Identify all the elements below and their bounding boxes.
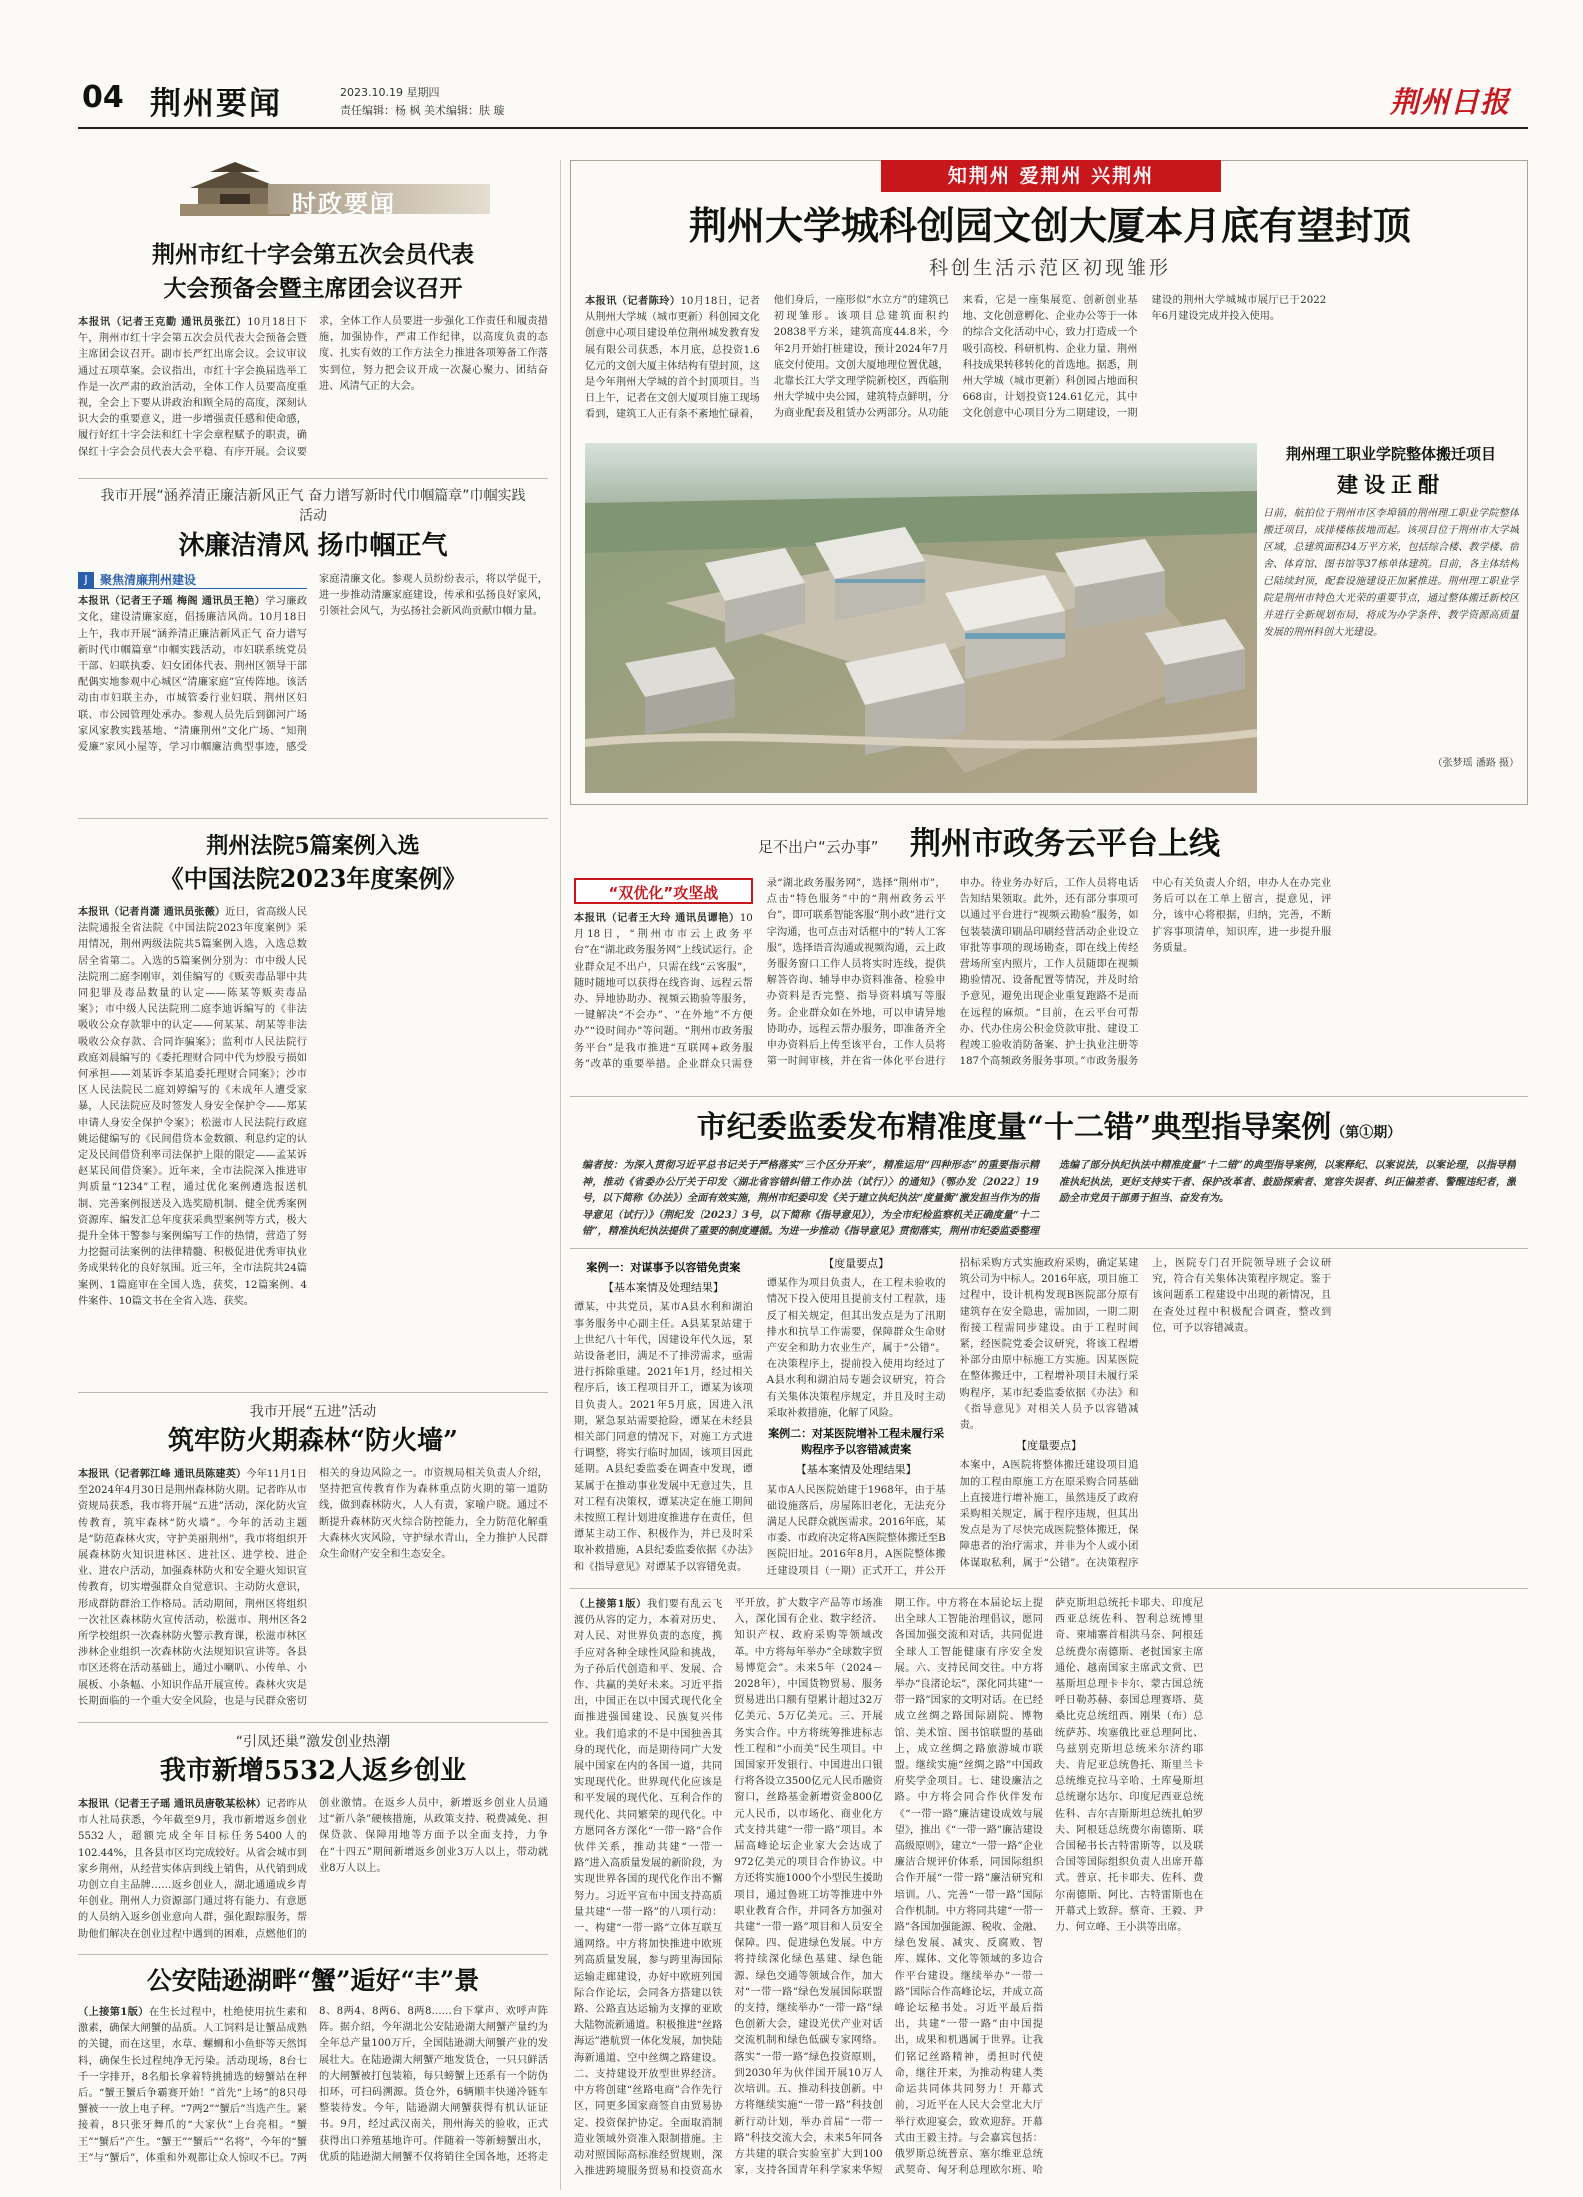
masthead <box>78 80 1528 128</box>
case-columns <box>574 1256 1524 1580</box>
case2-section-facts: 【基本案情及处理结果】 <box>795 1463 917 1477</box>
byline: 本报讯（记者王克勤 通讯员张江） <box>78 316 248 328</box>
masthead-rule <box>78 127 1528 129</box>
editor-credits: 责任编辑：杨 枫 美术编辑：肤 璇 <box>340 104 505 117</box>
case1-points: 谭某作为项目负责人，在工程未验收的情况下投入使用且提前支付工程款，违反了相关规定，但其出发点是为了汛期排水和抗旱工作需要，保障群众生命财产安全和助力农业生产，属于“公错”。在决策程序上，提前投入使用均经过了A县水利和湖泊局专题会议研究，符合有关集体决策程序规定，并且及时主动采取补救措施，化解了风险。 <box>766 1278 946 1419</box>
headline: 荆州市政务云平台上线 <box>910 826 1220 862</box>
case1-section-points: 【度量要点】 <box>823 1257 890 1270</box>
case2-facts: 某市A人民医院始建于1968年，由于基础设施落后，房屋陈旧老化，无法充分满足人民群众就医需求。2016年底，某市委、市政府决定将A医院整体搬迁至B医院旧址。2016年8月，A医院整体搬迁建设项目（一期）正式开工，并公开招标采购方式实施政府采购，确定某建筑公司为中标人。2016年底，项目施工过程中，设计机构发现B医院部分原有建筑存在安全隐患，需加固，一期二期衔接工程需同步建设。由于工程时间紧，经医院党委会议研究，将该工程增补部分由原中标施工方实施。因某医院在整体搬迁中，工程增补项目未履行采购程序，某市纪委监委依据《办法》和《指导意见》对相关人员予以容错减责。 <box>766 1258 1139 1577</box>
body-text: 10月18日下午，荆州市红十字会第五次会员代表大会预备会暨主席团会议召开。副市长严红出席会议。会议审议通过五项草案。会议指出，市红十字会换届选举工作是一次严肃的政治活动，全体工作人员要高度重视，全会上下要从讲政治和顾全局的高度，深刻认识大会的重要意义，进一步增强责任感和使命感，履行好红十字会法和红十字会章程赋予的职责，确保红十字会会员代表大会平稳、有序开展。会议要求，全体工作人员要进一步强化工作责任和履责措施，加强协作，严肃工作纪律，以高度负责的态度、扎实有效的工作方法全力推进各项筹备工作落实到位，努力把会议开成一次凝心聚力、团结奋进、风清气正的大会。 <box>78 316 548 458</box>
body-text: 在生长过程中，杜绝使用抗生素和激素，确保大闸蟹的品质。人工饲料是让蟹品成熟的关键，而在这里，水草、螺蛳和小鱼虾等天然饵料，确保生长过程纯净无污染。活动现场，8台七千一字排开，8名船长拿着特挑捕选的螃蟹站在秤后。“蟹王蟹后争霸赛开始！”首先“上场”的8只母蟹被一一放上电子秤。“7两2”“蟹后”当选产生。紧接着，8只张牙舞爪的“大家伙”上台亮相。“蟹王”“蟹后”产生。“蟹王”“蟹后”“名将”，今年的“蟹王”与“蟹后”，体重和外观都让众人惊叹不已。7两8、8两4、8两6、8两8……台下掌声、欢呼声阵阵。据介绍，今年湖北公安陆逊湖大闸蟹产量约为全年总产量100万斤，全国陆逊湖大闸蟹产业的发展壮大。在陆逊湖大闸蟹产地发货仓，一只只鲜活的大闸蟹被打包装箱，每只螃蟹上还系有一个防伪扣环，可扫码溯源。货仓外，6辆顺丰快递冷链车整装待发。今年，陆逊湖大闸蟹获得有机认证证书。9月，经过武汉南关，荆州海关的验收，正式获得出口养殖基地许可。伴随着一等新螃蟹出水，优质的陆逊湖大闸蟹不仅将销往全国各地，还将走 <box>78 2006 548 2164</box>
column-tag-icon: J <box>78 572 94 588</box>
editor-note: 编者按：为深入贯彻习近平总书记关于严格落实“三个区分开来”，精准运用“四种形态”的重要指示精神，推动《省委办公厅关于印发〈湖北省容错纠错工作办法（试行）〉的通知》（鄂办发〔2022〕19号，以下简称《办法》）全面有效实施，荆州市纪委印发《关于建立执纪执法“度量衡”激发担当作为的指导意见（试行）》（荆纪发〔2023〕3号，以下简称《指导意见》），为全市纪检监察机关正确度量“十二错”，精准执纪执法提供了重要的制度遵循。为进一步推动《指导意见》贯彻落实，荆州市纪委监委整理选编了部分执纪执法中精准度量“十二错”的典型指导案例，以案释纪、以案说法，以案论理，以指导精准执纪执法，更好支持实干者、保护改革者、鼓励探索者、宽容失误者、纠正偏差者、警醒违纪者，激励全市党员干部勇于担当、奋发有为。 <box>582 1160 1516 1237</box>
article-red-cross <box>78 238 548 473</box>
kicker: 我市开展“五进”活动 <box>249 1404 377 1420</box>
headline-row <box>570 1104 1528 1152</box>
article-body <box>585 293 1515 429</box>
article-body <box>78 572 548 772</box>
caption-title: 荆州理工职业学院整体搬迁项目 <box>1285 445 1496 463</box>
photo-credit: （张梦瑶 潘路 摄） <box>1432 758 1519 769</box>
article-belt-road-continued <box>570 1596 1528 2188</box>
divider <box>570 1248 1528 1249</box>
article-body <box>78 314 548 464</box>
article-body <box>78 904 548 1374</box>
case1-title: 案例一：对谋事予以容错免责案 <box>586 1261 741 1274</box>
page-number: 04 <box>82 80 124 115</box>
byline: 本报讯（记者王子瑶 通讯员唐敬某松林） <box>78 1798 267 1810</box>
headline-line2: 《中国法院2023年度案例》 <box>159 864 467 893</box>
subtitle: 科创生活示范区初现雏形 <box>928 257 1171 279</box>
headline: 沐廉洁清风 扬巾帼正气 <box>178 531 448 561</box>
continuation-tag: （上接第1版） <box>574 1598 647 1610</box>
case1-facts: 谭某，中共党员，某市A县水利和湖泊事务服务中心副主任。A县某泵站建于上世纪八十年代，因建设年代久远，泵站设备老旧，满足不了排涝需求，亟需进行拆除重建。2021年1月，经过相关程序后，该工程项目开工，谭某为该项目负责人。2021年5月底，因进入汛期，紧急泵站需要抢险，谭某在未经县相关部门同意的情况下，对施工方式进行调整，将实行临时加固，该项目因此延期。A县纪委监委在调查中发现，谭某属于在推动事业发展中无意过失，且对工程有决策权，谭某决定在施工期间未按照工程计划进度推进存在责任，但谭某主动工作、积极作为，并已及时采取补救措施，A县纪委监委依据《办法》和《指导意见》对谭某予以容错免责。 <box>574 1302 753 1573</box>
article-body <box>574 1596 1524 2186</box>
body-text: 10月18日，“荆州市市云上政务平台”在“湖北政务服务网”上线试运行。企业群众足不出户，只需在线“云客服”，随时随地可以获得在线咨询、远程云帮办、异地协助办、视频云勘验等服务，一键解决“不会办”、“在外地”不方便办”“设时间办”等问题。“荆州市政务服务平台”是我市推进“互联网+政务服务”改革的重要举措。企业群众只需登录“湖北政务服务网”，选择“荆州市”，点击“特色服务”中的“荆州政务云平台”，即可联系智能客服“荆小政”进行文字沟通，也可点击对话框中的“转人工客服”，选择语音沟通或视频沟通，云上政务服务窗口工作人员将实时连线，提供解答咨询、辅导申办资料准备、检验申办资料是否完整、指导资料填写等服务。企业群众如在外地，可以申请异地协助办，远程云帮办服务，即准备齐全申办资料后上传至该平台，工作人员将第一时间审核，并在省一体化平台进行申办。待业务办好后，工作人员将电话告知结果领取。此外，还有部分事项可以通过平台进行“视频云勘验”服务，如包装装潢印刷品印刷经营活动企业设立审批等事项的现场勘查，即在线上传经营场所室内照片，工作人员随即在视频勘验情况、设备配置等情况，并及时给予意见，避免出现企业重复跑路不是而在远程的麻烦。“目前，在云平台可帮办、代办住房公积金贷款审批、建设工程竣工验收消防备案、护士执业注册等187个高频政务服务事项。”市政务服务中心有关负责人介绍，申办人在办完业务后可以在工单上留言，提意见，评分，该中心将根据，归纳，完善，不断扩容事项清单，知识库，进一步提升服务质量。 <box>574 878 1332 1070</box>
headline: 荆州法院5篇案例入选 <box>206 833 420 859</box>
case1-section-facts: 【基本案情及处理结果】 <box>602 1281 724 1295</box>
divider <box>78 1722 548 1723</box>
headline: 市纪委监委发布精准度量“十二错”典型指导案例 <box>696 1110 1332 1145</box>
campaign-tag: “双优化”攻坚战 <box>574 878 753 904</box>
section-banner <box>180 160 490 220</box>
divider <box>78 478 548 479</box>
case2-points: 本案中，A医院将整体搬迁建设项目追加的工程由原施工方在原采购合同基础上直接进行增补施工，虽然违反了政府采购相关规定，属于程序违规，但其出发点是为了尽快完成医院整体搬迁，保障患者的治疗需求，并非为个人或小团体谋取私利，属于“公错”。在决策程序上，医院专门召开院领导班子会议研究，符合有关集体决策程序规定。鉴于该问题系工程建设中出现的新情况，且在查处过程中积极配合调查，整改到位，可予以容错减责。 <box>959 1258 1332 1569</box>
column-tag-label: 聚焦清廉荆州建设 <box>100 573 197 587</box>
headline: 荆州市红十字会第五次会员代表 <box>152 241 474 268</box>
continuation-tag: （上接第1版） <box>78 2006 149 2018</box>
byline: 本报讯（记者王子瑶 梅阁 通讯员王艳） <box>78 595 266 608</box>
case2-title: 案例二：对某医院增补工程未履行采购程序予以容错减责案 <box>768 1427 945 1457</box>
campus-aerial-illustration <box>585 443 1257 793</box>
divider <box>78 1954 548 1955</box>
headline: 我市新增5532人返乡创业 <box>159 1756 467 1786</box>
article-culture-tower <box>570 160 1528 805</box>
article-forest-fire <box>78 1402 548 1722</box>
case2-section-points: 【度量要点】 <box>1015 1439 1082 1453</box>
divider <box>78 818 548 819</box>
photo-caption <box>1263 443 1519 793</box>
banner-title: 时政要闻 <box>292 190 396 218</box>
article-court-cases <box>78 830 548 1390</box>
body-text: 学习廉政文化，建设清廉家庭，倡扬廉洁风尚。10月18日上午，我市开展“涵养清正廉洁新风正气 奋力谱写新时代巾帼篇章”巾帼实践活动，市妇联系统党员干部、妇联执委、妇女团体代表、荆州区领导干部配偶实地参观中心城区“清廉家庭”宣传阵地。该活动由市妇联主办，市城管委行业妇联、荆州区妇联、市公园管理处承办。参观人员先后到御河广场家风家教实践基地、“清廉荆州”文化广场、“知荆爱廉”家风小屋等，学习巾帼廉洁典型事迹，感受家庭清廉文化。参观人员纷纷表示，将以学促干，进一步推动清廉家庭建设，传承和弘扬良好家风，引领社会风气，为弘扬社会新风尚贡献巾帼力量。 <box>78 574 548 754</box>
newspaper-logo: 荆州日报 <box>1389 85 1510 119</box>
headline: 荆州大学城科创园文创大厦本月底有望封顶 <box>688 204 1411 248</box>
article-body <box>78 1466 548 1716</box>
issue-number: （第①期） <box>1331 1125 1402 1141</box>
byline: 本报讯（记者陈玲） <box>585 295 681 307</box>
body-text: 我们要有乱云飞渡仍从容的定力，本着对历史、对人民、对世界负责的态度，携手应对各种全球性风险和挑战，为子孙后代创造和平、发展、合作、共赢的美好未来。习近平指出，中国正在以中国式现代化全面推进强国建设、民族复兴伟业。我们追求的不是中国独善其身的现代化，而是期待同广大发展中国家在内的各国一道，共同实现现代化。世界现代化应该是和平发展的现代化、互利合作的现代化、共同繁荣的现代化。中方愿同各方深化“一带一路”合作伙伴关系，推动共建“一带一路”进入高质量发展的新阶段，为实现世界各国的现代化作出不懈努力。习近平宣布中国支持高质量共建“一带一路”的八项行动：一、构建“一带一路”立体互联互通网络。中方将加快推进中欧班列高质量发展，参与跨里海国际运输走廊建设，办好中欧班列国际合作论坛，会同各方搭建以铁路、公路直达运输为支撑的亚欧大陆物流新通道。积极推进“丝路海运”港航贸一体化发展，加快陆海新通道、空中丝绸之路建设。二、支持建设开放型世界经济。中方将创建“丝路电商”合作先行区，同更多国家商签自由贸易协定、投资保护协定。全面取消制造业领域外资准入限制措施。主动对照国际高标准经贸规则，深入推进跨境服务贸易和投资高水平开放，扩大数字产品等市场准入，深化国有企业、数字经济、知识产权、政府采购等领域改革。中方将每年举办“全球数字贸易博览会”。未来5年（2024－2028年），中国货物贸易、服务贸易进出口额有望累计超过32万亿美元、5万亿美元。三、开展务实合作。中方将统筹推进标志性工程和“小而美”民生项目。中国国家开发银行、中国进出口银行将各设立3500亿元人民币融资窗口，丝路基金新增资金800亿元人民币，以市场化、商业化方式支持共建“一带一路”项目。本届高峰论坛企业家大会达成了972亿美元的项目合作协议。中方还将实施1000个小型民生援助项目，通过鲁班工坊等推进中外职业教育合作，并同各方加强对共建“一带一路”项目和人员安全保障。四、促进绿色发展。中方将持续深化绿色基建、绿色能源、绿色交通等领域合作，加大对“一带一路”绿色发展国际联盟的支持，继续举办“一带一路”绿色创新大会，建设光伏产业对话交流机制和绿色低碳专家网络。落实“一带一路”绿色投资原则，到2030年为伙伴国开展10万人次培训。五、推动科技创新。中方将继续实施“一带一路”科技创新行动计划，举办首届“一带一路”科技交流大会，未来5年同各方共建的联合实验室扩大到100家，支持各国青年科学家来华短期工作。中方将在本届论坛上提出全球人工智能治理倡议，愿同各国加强交流和对话，共同促进全球人工智能健康有序安全发展。六、支持民间交往。中方将举办“良渚论坛”，深化同共建“一带一路”国家的文明对话。在已经成立丝绸之路国际剧院、博物馆、美术馆、图书馆联盟的基础上，成立丝绸之路旅游城市联盟。继续实施“丝绸之路”中国政府奖学金项目。七、建设廉洁之路。中方将会同合作伙伴发布《“一带一路”廉洁建设成效与展望》，推出《“一带一路”廉洁建设高级原则》，建立“一带一路”企业廉洁合规评价体系，同国际组织合作开展“一带一路”廉洁研究和培训。八、完善“一带一路”国际合作机制。中方将同共建“一带一路”各国加强能源、税收、金融、绿色发展、减灾、反腐败、智库、媒体、文化等领域的多边合作平台建设。继续举办“一带一路”国际合作高峰论坛，并成立高峰论坛秘书处。习近平最后指出，共建“一带一路”由中国提出，成果和机遇属于世界。让我们铭记丝路精神，勇担时代使命，继往开来，为推动构建人类命运共同体共同努力！开幕式前，习近平在人民大会堂北大厅举行欢迎宴会，致欢迎辞。开幕式由王毅主持。与会嘉宾包括：俄罗斯总统普京、塞尔维亚总统武契奇、匈牙利总理欧尔班、哈萨克斯坦总统托卡耶夫、印度尼西亚总统佐科、智利总统博里奇、柬埔寨首相洪马奈、阿根廷总统费尔南德斯、老挝国家主席通伦、越南国家主席武文赏、巴基斯坦总理卡卡尔、蒙古国总统呼日勒苏赫、泰国总理赛塔、莫桑比克总统纽西、刚果（布）总统萨苏、埃塞俄比亚总理阿比、乌兹别克斯坦总统米尔济约耶夫、肯尼亚总统鲁托、斯里兰卡总统维克拉马辛哈、土库曼斯坦总统谢尔达尔、印度尼西亚总统佐科、吉尔吉斯斯坦总统扎帕罗夫、阿根廷总统费尔南德斯、联合国秘书长古特雷斯等，以及联合国等国际组织负责人出席开幕式。普京、托卡耶夫、佐科、费尔南德斯、阿比、古特雷斯也在开幕式上致辞。蔡奇、王毅、尹力、何立峰、王小洪等出席。 <box>574 1598 1204 2178</box>
body-text: 记者昨从市人社局获悉，今年截至9月，我市新增返乡创业5532人，超额完成全年目标任务5400人的102.44%，且各县市区均完成较好。从省会城市到家乡荆州，从经营实体店到线上销售，从代销到成功创立自主品牌……返乡创业人，湖北通通成乡青年创业。荆州人力资源部门通过将有能力、有意愿的人员纳入返乡创业意向人群，强化跟踪服务，帮助他们解决在创业过程中遇到的困难，点燃他们的创业激情。在返乡人员中，新增返乡创业人员通过“新八条”硬核措施，从政策支持、税费减免、担保贷款、保障用地等方面予以全面支持，力争在“十四五”期间新增返乡创业3万人以上，带动就业8万人以上。 <box>78 1798 548 1940</box>
article-body <box>574 876 1524 1081</box>
body-text: 今年11月1日至2024年4月30日是荆州森林防火期。记者昨从市资规局获悉，我市将开展“五进”活动，深化防火宣传教育，筑牢森林“防火墙”。今年的活动主题是“防范森林火灾，守护美丽荆州”，我市将组织开展森林防火知识进林区、进社区、进学校、进企业、进农户活动，加强森林防火和安全避火知识宣传教育，切实增强群众自觉意识、主动防火意识，形成群防群治工作格局。活动期间，荆州区将组织一次社区森林防火宣传活动，松滋市、荆州区各2所学校组织一次森林防火警示教育课，松滋市林区涉林企业组织一次森林防火法规知识宣讲等。各县市区还将在活动基础上，通过小喇叭、小传单、小展板、小条幅、小知识作品开展宣传。森林火灾是长期面临的一个重大安全风险，也是与民群众密切相关的身边风险之一。市资规局相关负责人介绍，坚持把宣传教育作为森林重点防火期的第一道防线，做到森林防火，人人有责，家喻户晓。通过不断提升森林防灭火综合防控能力，全力防范化解重大森林火灾风险，守护绿水青山，全力推护人民群众生命财产安全和生态安全。 <box>78 1468 548 1707</box>
kicker: 足不出户“云办事” <box>758 838 879 856</box>
section-name: 荆州要闻 <box>150 86 282 122</box>
byline: 本报讯（记者王大玲 通讯员谭艳） <box>574 912 740 924</box>
body-text: 近日，省高级人民法院通报全省法院《中国法院2023年度案例》采用情况，荆州两级法院共5篇案例入选，入选总数居全省第二。入选的5篇案例分别为：市中级人民法院刑二庭李刚审，刘佳编写的《贩卖毒品罪中共同犯罪及毒品数量的认定——陈某等贩卖毒品案》；市中级人民法院刑二庭李迪诉编写的《非法吸收公众存款罪中的认定——何某某、胡某等非法吸收公众存款、合同诈骗案》；监利市人民法院行政庭刘晨编写的《委托理财合同中代为炒股亏损如何承担——刘某诉李某追委托理财合同案》；沙市区人民法院民二庭刘婷编写的《未成年人遭受家暴，人民法院应及时签发人身安全保护令——郑某申请人身安全保护令案》；松滋市人民法院行政庭姚运健编写的《民间借贷本金数额、利息约定的认定及民间借贷利率司法保护上限的限定——孟某诉赵某民间借贷案》。近年来，全市法院深入推进审判质量“1234”工程，通过优化案例遴选报送机制、完善案例报送及入选奖励机制、健全优秀案例资源库、编发汇总年度获采典型案例等方式，极大提升全体干警参与案例编写工作的热情，营造了努力挖掘司法案例的法律精髓、积极促进优秀审执业务成果转化的良好氛围。近三年，全市法院共24篇案例、1篇庭审在全国人选，获奖，12篇案例、4件案件、10篇文书在全省入选、获奖。 <box>78 907 307 1307</box>
caption-body: 日前，航拍位于荆州市区李埠镇的荆州理工职业学院整体搬迁项目，成排楼栋拔地而起。该项目位于荆州市大学城区域，总建筑面积34万平方米，包括综合楼、教学楼、宿舍、体育馆、图书馆等37栋单体建筑。目前，各主体结构已陆续封顶，配套设施建设正加紧推进。荆州理工职业学院是荆州市特色大光荣的重要节点，通过整体搬迁新校区并进行全新规划布局，将成为办学条件、教学资源高质量发展的荆州科创大光建设。 <box>1263 508 1519 638</box>
headline: 筑牢防火期森林“防火墙” <box>168 1426 458 1456</box>
kicker: 我市开展“涵养清正廉洁新风正气 奋力谱写新时代巾帼篇章”巾帼实践活动 <box>100 488 526 524</box>
article-gov-cloud <box>570 818 1528 1093</box>
byline: 本报讯（记者肖潇 通讯员张薇） <box>78 906 226 918</box>
headline-line2: 大会预备会暨主席团会议召开 <box>163 275 463 302</box>
kicker: “引凤还巢”激发创业热潮 <box>235 1734 391 1750</box>
headline: 公安陆逊湖畔“蟹”逅好“丰”景 <box>146 1966 480 1995</box>
divider <box>570 1588 1528 1589</box>
article-returnee-startups <box>78 1732 548 1952</box>
aerial-photo-campus <box>585 443 1257 793</box>
caption-headline: 建设正酣 <box>1337 472 1445 497</box>
issue-date: 2023.10.19 星期四 <box>340 86 440 99</box>
column-rule <box>560 160 561 2190</box>
divider <box>78 1392 548 1393</box>
article-clean-family <box>78 486 548 776</box>
body-text: 10月18日，记者从荆州大学城（城市更新）科创园文化创意中心项目建设单位荆州城发教育发展有限公司获悉，本月底，总投资1.6亿元的文创大厦主体结构有望封顶，这是今年荆州大学城的首个封顶项目。当日上午，记者在文创大厦项目施工现场看到，建筑工人正有条不紊地忙碌着，他们身后，一座形似“水立方”的建筑已初现雏形。该项目总建筑面积约20838平方米，建筑高度44.8米，今年2月开始打桩建设，预计2024年7月底交付使用。文创大厦地理位置优越，北靠长江大学文理学院新校区，西临荆州大学城中央公园，建筑特点鲜明，分为商业配套及租赁办公两部分。从功能来看，它是一座集展览、创新创业基地、文化创意孵化、企业办公等于一体的综合文化活动中心，致力打造成一个吸引高校、科研机构、企业力量、荆州科技成果转移转化的首选地。据悉，荆州大学城（城市更新）科创园占地面积668亩，计划投资124.61亿元，其中文化创意中心项目分为二期建设，一期建设的荆州大学城城市展厅已于2022年6月建设完成并投入使用。 <box>585 295 1327 421</box>
article-body <box>78 1796 548 1946</box>
slogan-banner: 知荆州 爱荆州 兴荆州 <box>881 160 1221 192</box>
article-body <box>78 2004 548 2182</box>
column-tag <box>78 572 307 589</box>
article-crab-harvest <box>78 1962 548 2187</box>
divider <box>570 1096 1528 1097</box>
article-discipline-cases <box>570 1104 1528 1584</box>
byline: 本报讯（记者郭江峰 通讯员陈建英） <box>78 1468 247 1480</box>
